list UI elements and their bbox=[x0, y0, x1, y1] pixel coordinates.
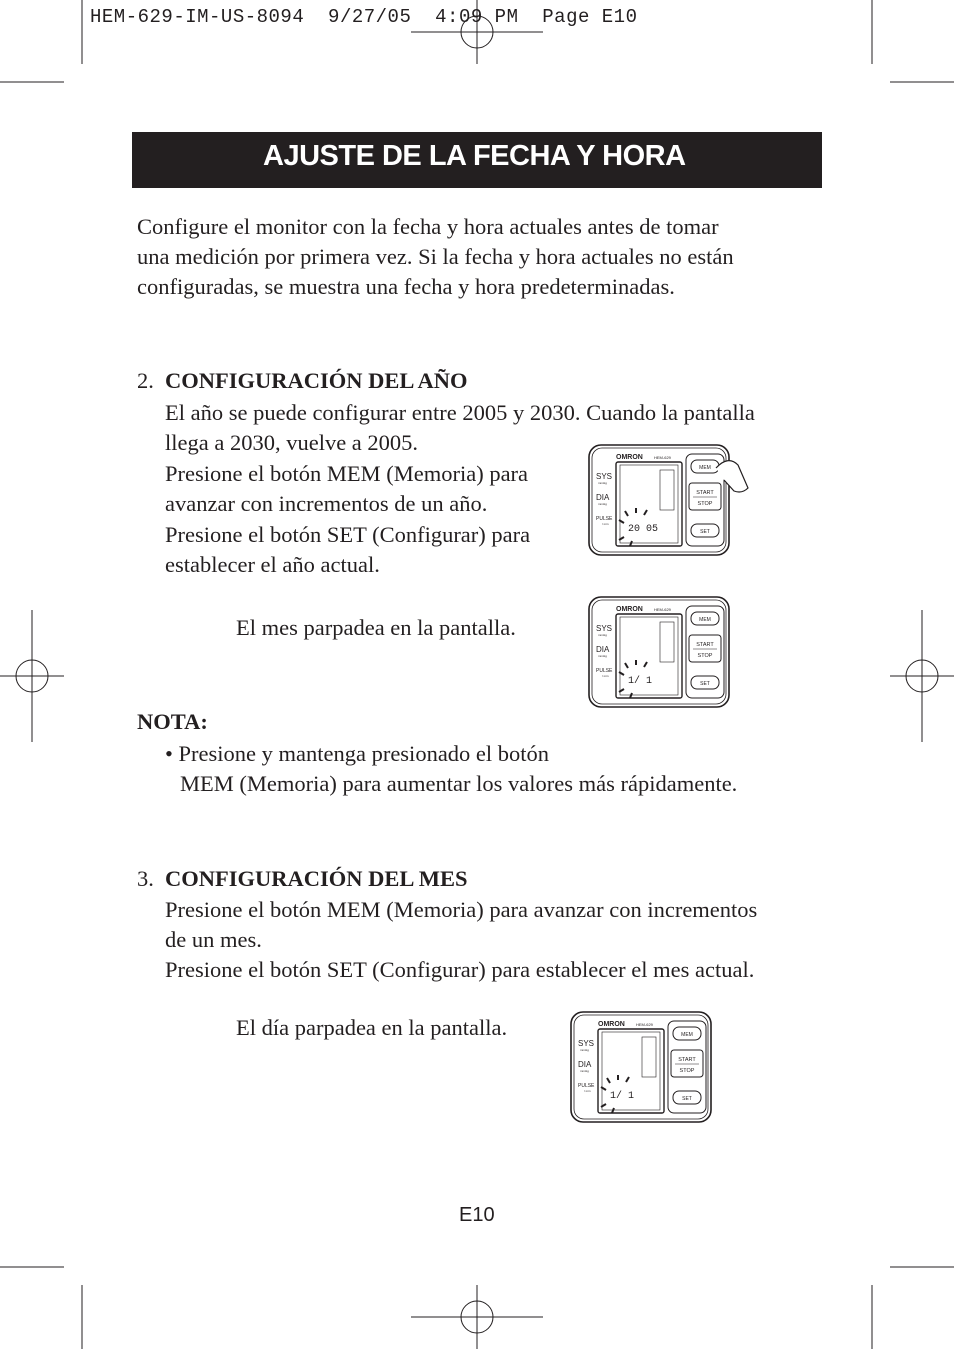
svg-text:START: START bbox=[696, 642, 714, 648]
svg-text:OMRON: OMRON bbox=[616, 454, 643, 461]
title-bar bbox=[132, 132, 822, 188]
svg-text:SYS: SYS bbox=[578, 1039, 595, 1048]
svg-text:/ min: / min bbox=[602, 522, 609, 526]
svg-text:mmHg: mmHg bbox=[580, 1069, 589, 1073]
svg-text:1/ 1: 1/ 1 bbox=[628, 676, 653, 687]
step2-heading: CONFIGURACIÓN DEL AÑO bbox=[165, 368, 468, 393]
note-line-2: MEM (Memoria) para aumentar los valores más rápidamente. bbox=[180, 771, 738, 796]
monitor-drawing bbox=[588, 444, 730, 556]
note-heading: NOTA: bbox=[137, 709, 208, 734]
svg-text:mmHg: mmHg bbox=[598, 654, 607, 658]
svg-text:MEM: MEM bbox=[699, 465, 711, 471]
svg-text:PULSE: PULSE bbox=[596, 668, 613, 674]
step2-line: establecer el año actual. bbox=[165, 552, 380, 577]
step2-result: El mes parpadea en la pantalla. bbox=[236, 615, 516, 640]
svg-text:20 05: 20 05 bbox=[628, 524, 659, 535]
svg-text:1/ 1: 1/ 1 bbox=[610, 1091, 635, 1102]
svg-text:MEM: MEM bbox=[681, 1032, 693, 1038]
svg-text:mmHg: mmHg bbox=[598, 481, 607, 485]
page-number: E10 bbox=[459, 1204, 495, 1226]
svg-text:OMRON: OMRON bbox=[598, 1021, 625, 1028]
svg-text:/ min: / min bbox=[602, 674, 609, 678]
step3-line: de un mes. bbox=[165, 927, 262, 952]
step3-heading: CONFIGURACIÓN DEL MES bbox=[165, 866, 468, 891]
page-title: AJUSTE DE LA FECHA Y HORA bbox=[263, 140, 686, 172]
step2-line: avanzar con incrementos de un año. bbox=[165, 491, 488, 516]
print-slug: HEM-629-IM-US-8094 9/27/05 4:09 PM Page E10 bbox=[90, 6, 638, 28]
monitor-drawing bbox=[588, 596, 730, 708]
step2-line: El año se puede configurar entre 2005 y 2030. Cuando la pantalla bbox=[165, 400, 755, 425]
svg-text:STOP: STOP bbox=[697, 501, 713, 507]
svg-text:SYS: SYS bbox=[596, 472, 613, 481]
step2-number: 2. bbox=[137, 368, 154, 393]
monitor-illustration-month bbox=[588, 596, 730, 713]
svg-text:SET: SET bbox=[700, 529, 710, 535]
monitor-illustration-year bbox=[588, 444, 730, 561]
svg-text:mmHg: mmHg bbox=[598, 502, 607, 506]
svg-text:SET: SET bbox=[700, 681, 710, 687]
svg-text:DIA: DIA bbox=[596, 493, 610, 502]
step2-line: Presione el botón SET (Configurar) para bbox=[165, 522, 531, 547]
svg-text:MEM: MEM bbox=[699, 617, 711, 623]
step3-line: Presione el botón SET (Configurar) para establecer el mes actual. bbox=[165, 957, 755, 982]
svg-text:DIA: DIA bbox=[578, 1060, 592, 1069]
svg-text:HEM-629: HEM-629 bbox=[654, 607, 671, 612]
svg-text:STOP: STOP bbox=[679, 1068, 695, 1074]
step3-result: El día parpadea en la pantalla. bbox=[236, 1015, 508, 1040]
monitor-illustration-day bbox=[570, 1011, 712, 1128]
svg-text:SET: SET bbox=[682, 1096, 692, 1102]
svg-text:START: START bbox=[696, 490, 714, 496]
step2-line: Presione el botón MEM (Memoria) para bbox=[165, 461, 529, 486]
svg-text:SYS: SYS bbox=[596, 624, 613, 633]
svg-text:mmHg: mmHg bbox=[598, 633, 607, 637]
intro-line-3: configuradas, se muestra una fecha y hora predeterminadas. bbox=[137, 274, 675, 299]
svg-text:PULSE: PULSE bbox=[578, 1083, 595, 1089]
step3-line: Presione el botón MEM (Memoria) para avanzar con incrementos bbox=[165, 897, 758, 922]
intro-line-2: una medición por primera vez. Si la fecha y hora actuales no están bbox=[137, 244, 734, 269]
svg-text:PULSE: PULSE bbox=[596, 516, 613, 522]
svg-text:STOP: STOP bbox=[697, 653, 713, 659]
monitor-drawing bbox=[570, 1011, 712, 1123]
step2-line: llega a 2030, vuelve a 2005. bbox=[165, 430, 419, 455]
intro-line-1: Configure el monitor con la fecha y hora actuales antes de tomar bbox=[137, 214, 719, 239]
svg-text:HEM-629: HEM-629 bbox=[654, 455, 671, 460]
svg-text:START: START bbox=[678, 1057, 696, 1063]
svg-text:mmHg: mmHg bbox=[580, 1048, 589, 1052]
svg-text:OMRON: OMRON bbox=[616, 606, 643, 613]
svg-text:DIA: DIA bbox=[596, 645, 610, 654]
note-line-1: • Presione y mantenga presionado el botón bbox=[165, 741, 550, 766]
svg-text:/ min: / min bbox=[584, 1089, 591, 1093]
svg-text:HEM-629: HEM-629 bbox=[636, 1022, 653, 1027]
step3-number: 3. bbox=[137, 866, 154, 891]
